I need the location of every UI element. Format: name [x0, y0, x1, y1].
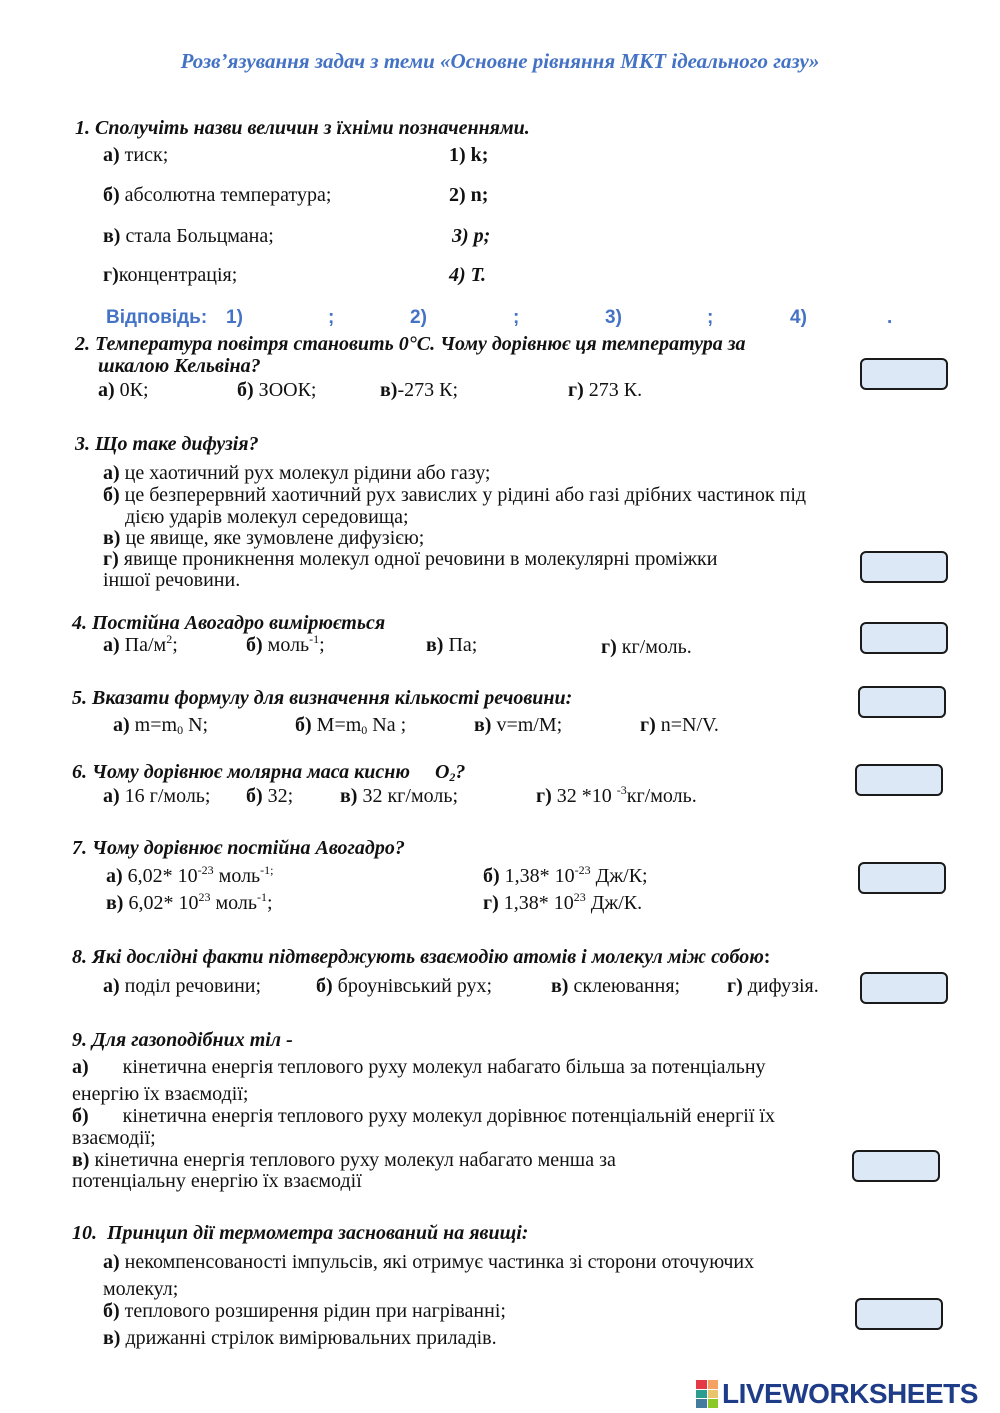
q9-option-b-cont: взаємодії;: [72, 1127, 156, 1149]
page-title: Розв’язування задач з теми «Основне рівняння МКТ ідеального газу»: [180, 49, 820, 73]
q9-option-a-cont: енергію їх взаємодії;: [72, 1083, 249, 1105]
q6-option-c: в) 32 кг/моль;: [340, 785, 458, 807]
q1-right-4: 4) T.: [449, 264, 487, 286]
liveworksheets-logo[interactable]: [696, 1378, 978, 1410]
question-7: 7. Чому дорівнює постійна Авогадро?: [72, 837, 405, 859]
answer-box-6[interactable]: [855, 764, 943, 796]
logo-icon: [696, 1380, 718, 1408]
q5-option-c: в) v=m/M;: [474, 714, 563, 736]
answer-box-2[interactable]: [860, 358, 948, 390]
q9-option-b: б) кінетична енергія теплового руху молекул дорівнює потенціальній енергії їх: [72, 1105, 775, 1127]
q3-option-b-cont: дією ударів молекул середовища;: [125, 506, 409, 528]
question-1: [75, 118, 530, 139]
q8-option-c: в) склеювання;: [551, 975, 681, 997]
q3-option-a: а) це хаотичний рух молекул рідини або газу;: [103, 462, 491, 484]
q5-option-d: г) n=N/V.: [640, 714, 719, 736]
q1-left-c: в) стала Больцмана;: [103, 225, 274, 247]
question-4: 4. Постійна Авогадро вимірюється: [72, 612, 386, 634]
q2-option-b: б) ЗООК;: [237, 379, 317, 401]
question-3: 3. Що таке дифузія?: [75, 433, 259, 455]
answer-box-4[interactable]: [860, 622, 948, 654]
q8-option-d: г) дифузія.: [727, 975, 819, 997]
q9-option-c: в) кінетична енергія теплового руху молекул набагато менша за: [72, 1149, 616, 1171]
q9-option-c-cont: потенціальну енергію їх взаємодії: [72, 1170, 362, 1192]
q8-option-a: а) поділ речовини;: [103, 975, 262, 997]
answer-box-10[interactable]: [855, 1298, 943, 1330]
question-2: 2. Температура повітря становить 0°С. Чому дорівнює ця температура за: [75, 333, 746, 355]
q1-answer-slot: 1): [226, 307, 243, 328]
q5-option-a: а) $m=m_0$ N;: [113, 714, 209, 737]
answer-box-8[interactable]: [860, 972, 948, 1004]
answer-box-3[interactable]: [860, 551, 948, 583]
q7-option-d: г) 1,38* $10^{23}$ Дж/К.: [483, 890, 643, 914]
q2-option-a: а) 0К;: [98, 379, 149, 401]
q4-option-c: в) Па;: [426, 634, 478, 656]
q1-answer-sep: ;: [513, 307, 520, 328]
q2-option-c: в)-273 К;: [380, 379, 459, 401]
question-9: 9. Для газоподібних тіл -: [72, 1029, 293, 1051]
q3-option-b: б) це безперервний хаотичний рух завислих у рідині або газі дрібних частинок під: [103, 484, 807, 506]
q3-option-d-cont: іншої речовини.: [103, 569, 241, 591]
q4-option-d: г) кг/моль.: [601, 636, 692, 658]
q1-left-a: а) тиск;: [103, 144, 169, 166]
q7-option-a: а) 6,02* $10^{-23}$ моль$^{-1;}$: [106, 863, 274, 887]
q1-answer-slot: 2): [410, 307, 427, 328]
q6-option-b: б) 32;: [246, 785, 294, 807]
q1-left-b: б) абсолютна температура;: [103, 184, 332, 206]
q1-answer-label: Відповідь:: [106, 307, 208, 328]
q10-option-a-cont: молекул;: [103, 1278, 179, 1300]
q1-answer-sep: ;: [707, 307, 714, 328]
q10-option-b: б) теплового розширення рідин при нагріванні;: [103, 1300, 506, 1322]
q2-option-d: г) 273 К.: [568, 379, 643, 401]
answer-box-5[interactable]: [858, 686, 946, 718]
q4-option-a: а) $Па/м^2$;: [103, 632, 178, 656]
answer-box-7[interactable]: [858, 862, 946, 894]
q10-option-a: а) некомпенсованості імпульсів, які отримує частинка зі сторони оточуючих: [103, 1251, 755, 1273]
q3-option-d: г) явище проникнення молекул одної речовини в молекулярні проміжки: [103, 548, 718, 570]
q1-right-1: 1) k;: [449, 144, 489, 166]
question-8: 8. Які дослідні факти підтверджують взаємодію атомів і молекул між собою:: [72, 946, 771, 968]
answer-box-9[interactable]: [852, 1150, 940, 1182]
q10-option-c: в) дрижанні стрілок вимірювальних приладів.: [103, 1327, 497, 1349]
q6-option-d: г) 32 *10 $^{-3}$кг/моль.: [536, 783, 697, 807]
q5-option-b: б) $M=m_0$ Na ;: [295, 714, 407, 737]
q9-option-a: а) кінетична енергія теплового руху молекул набагато більша за потенціальну: [72, 1056, 766, 1078]
q1-left-d: г)концентрація;: [103, 264, 238, 286]
q1-answer-sep: ;: [328, 307, 335, 328]
q4-option-b: б) моль$^{-1}$;: [246, 632, 325, 656]
question-number: 1.: [75, 117, 90, 139]
q1-right-2: 2) n;: [449, 184, 489, 206]
q7-option-c: в) 6,02* $10^{23}$ моль$^{-1}$;: [106, 890, 273, 914]
logo-text: LIVEWORKSHEETS: [722, 1378, 978, 1409]
question-text: Сполучіть назви величин з їхніми позначеннями.: [95, 117, 530, 139]
q1-answer-slot: 4): [790, 307, 807, 328]
q6-option-a: а) 16 г/моль;: [103, 785, 211, 807]
question-10: 10. Принцип дії термометра заснований на явищі:: [72, 1222, 529, 1244]
q1-answer-sep: .: [887, 307, 893, 328]
q7-option-b: б) 1,38* $10^{-23}$ Дж/К;: [483, 863, 648, 887]
question-2-cont: шкалою Кельвіна?: [98, 355, 261, 377]
question-5: 5. Вказати формулу для визначення кількості речовини:: [72, 687, 573, 709]
q8-option-b: б) броунівський рух;: [316, 975, 493, 997]
q1-right-3: 3) p;: [452, 225, 491, 247]
q3-option-c: в) це явище, яке зумовлене дифузією;: [103, 527, 425, 549]
q1-answer-slot: 3): [605, 307, 622, 328]
question-6: 6. Чому дорівнює молярна маса кисню $O_2$?: [72, 761, 466, 784]
